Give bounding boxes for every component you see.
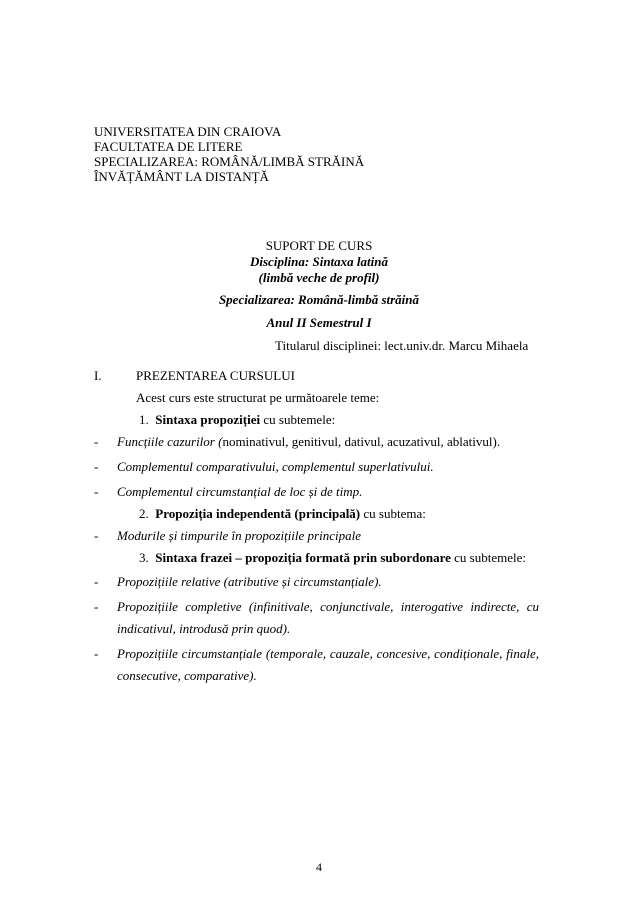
list-item: Complementul circumstanțial de loc și de timp. [117, 484, 363, 499]
title-specializarea: Specializarea: Română-limbă străină [218, 292, 420, 307]
list-item: Complementul comparativului, complementul superlativului. [117, 459, 434, 474]
bullet-dash: - [94, 484, 99, 499]
header-university: UNIVERSITATEA DIN CRAIOVA [94, 124, 282, 139]
bullet-dash: - [94, 646, 99, 661]
title-limba: (limbă veche de profil) [258, 270, 380, 285]
title-titular: Titularul disciplinei: lect.univ.dr. Marcu Mihaela [275, 338, 529, 353]
list-item-line: indicativul, introdusă prin quod). [117, 621, 291, 636]
title-disciplina: Disciplina: Sintaxa latină [250, 254, 388, 269]
title-anul: Anul II Semestrul I [266, 315, 372, 330]
header-faculty: FACULTATEA DE LITERE [94, 139, 243, 154]
list-item-normal: nominativul, genitivul, dativul, acuzativul, ablativul). [222, 434, 501, 449]
section-number: I. [94, 368, 102, 383]
list-item: Propozițiile relative (atributive și circumstanțiale). [117, 574, 382, 589]
list-item-italic: Funcțiile cazurilor ( [117, 434, 223, 449]
bullet-dash: - [94, 574, 99, 589]
page-number: 4 [316, 860, 322, 874]
list-item: Modurile și timpurile în propozițiile principale [117, 528, 361, 543]
topic-suffix: cu subtema: [360, 506, 426, 521]
section-intro: Acest curs este structurat pe următoarele teme: [136, 390, 380, 405]
topic-number: 2. [139, 506, 149, 521]
bullet-dash: - [94, 528, 99, 543]
topic-3 [139, 550, 526, 566]
topic-title: Propoziția independentă (principală) [155, 506, 361, 521]
topic-2 [139, 506, 426, 522]
topic-1 [139, 412, 335, 428]
header-specialization: SPECIALIZAREA: ROMÂNĂ/LIMBĂ STRĂINĂ [94, 154, 365, 169]
topic-suffix: cu subtemele: [450, 550, 526, 565]
list-item [117, 434, 500, 450]
topic-suffix: cu subtemele: [260, 412, 336, 427]
list-item-line: Propozițiile completive (infinitivale, conjunctivale, interogative indirecte, cu [117, 599, 539, 614]
list-item-line: consecutive, comparative). [117, 668, 257, 683]
topic-title: Sintaxa frazei – propoziția formată prin subordonare [155, 550, 451, 565]
topic-number: 1. [139, 412, 149, 427]
topic-number: 3. [139, 550, 149, 565]
list-item-line: Propozițiile circumstanțiale (temporale, cauzale, concesive, condiționale, finale, [117, 646, 539, 661]
bullet-dash: - [94, 434, 99, 449]
header-distance-learning: ÎNVĂȚĂMÂNT LA DISTANȚĂ [94, 169, 269, 184]
topic-title: Sintaxa propoziției [155, 412, 261, 427]
bullet-dash: - [94, 459, 99, 474]
bullet-dash: - [94, 599, 99, 614]
section-heading: PREZENTAREA CURSULUI [136, 368, 295, 383]
title-suport: SUPORT DE CURS [265, 238, 373, 253]
